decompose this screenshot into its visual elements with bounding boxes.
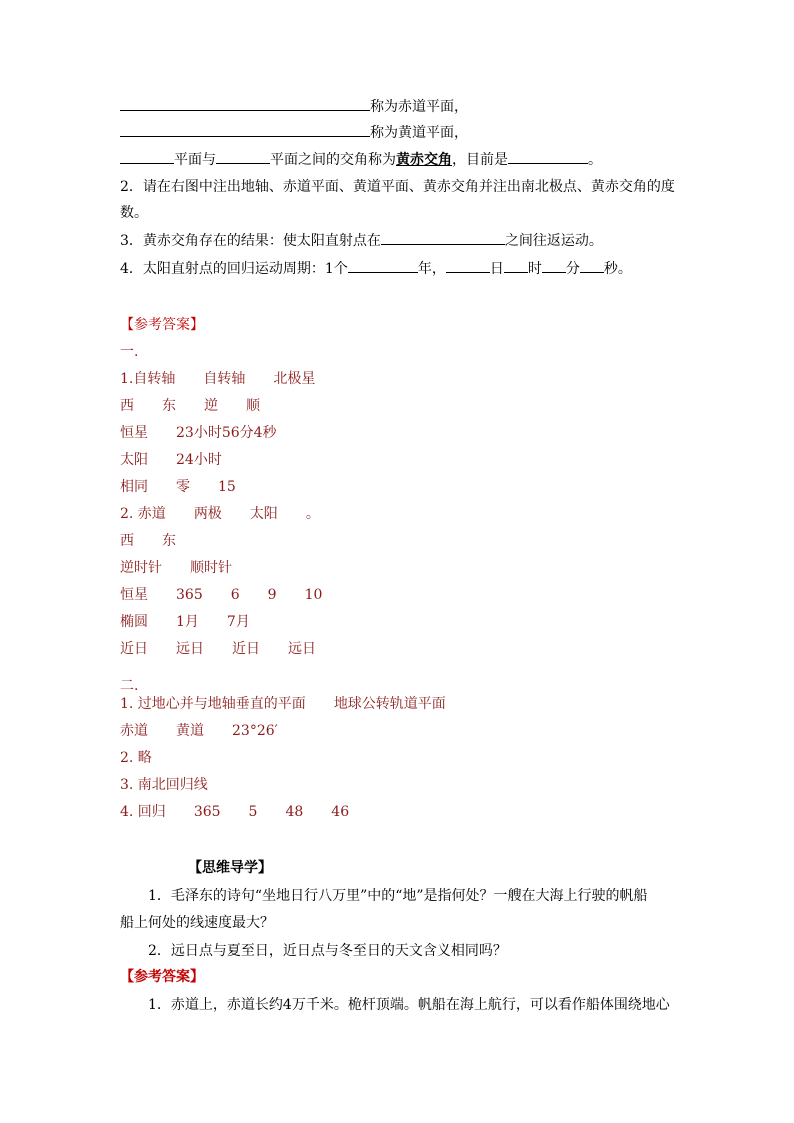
- blank-angle-value[interactable]: [508, 149, 588, 164]
- answer-cell: 顺: [246, 398, 260, 414]
- answer-cell: 东: [162, 533, 176, 549]
- q4-day: 日: [489, 261, 504, 277]
- q1a-line: [120, 96, 468, 117]
- answer-row: [120, 694, 446, 714]
- answer-row: [120, 396, 260, 416]
- q3-suffix: 之间往返运动。: [504, 233, 603, 249]
- thinking-header: 【思维导学】: [188, 860, 272, 876]
- q2-line1: 2．请在右图中注出地轴、赤道平面、黄道平面、黄赤交角并注出南北极点、黄赤交角的度: [120, 179, 675, 195]
- answer-cell: 地球公转轨道平面: [333, 696, 446, 712]
- answer-cell: 太阳: [249, 506, 278, 522]
- q4-second: 秒。: [603, 261, 632, 277]
- answer-cell: 远日: [176, 641, 204, 657]
- answer-cell: 赤道: [120, 723, 148, 739]
- q4-prefix: 4．太阳直射点的回归运动周期：1个: [120, 261, 348, 277]
- answer-cell: 椭圆: [120, 614, 148, 630]
- q4-line: [120, 258, 632, 279]
- thinking-answer-1: 1．赤道上，赤道长约4万千米。桅杆顶端。帆船在海上航行，可以看作船体围绕地心: [148, 997, 670, 1013]
- answers-header: 【参考答案】: [120, 317, 204, 333]
- answer-cell: 15: [218, 479, 236, 495]
- answer-cell: 东: [162, 398, 176, 414]
- blank-plane-1[interactable]: [120, 149, 174, 164]
- answer-row: [120, 369, 315, 389]
- answer-row: [120, 423, 277, 443]
- answer-cell: 5: [248, 804, 258, 820]
- answer-cell: 自转轴: [203, 371, 246, 387]
- answer-row: [120, 748, 152, 768]
- answer-cell: 6: [230, 587, 240, 603]
- answer-cell: 1月: [176, 614, 199, 630]
- answer-row: [120, 504, 320, 524]
- blank-subsolar-range[interactable]: [381, 230, 505, 245]
- answer-cell: 远日: [288, 641, 316, 657]
- blank-plane-2[interactable]: [216, 149, 270, 164]
- blank-hour[interactable]: [504, 258, 528, 273]
- blank-second[interactable]: [580, 258, 604, 273]
- answer-cell: 黄道: [176, 723, 204, 739]
- answer-row: [120, 721, 278, 741]
- q4-minute: 分: [565, 261, 580, 277]
- q3-prefix: 3．黄赤交角存在的结果：使太阳直射点在: [120, 233, 381, 249]
- answer-cell: 近日: [232, 641, 260, 657]
- answer-cell: 365: [193, 804, 221, 820]
- thinking-q1-line1: 1．毛泽东的诗句“坐地日行八万里”中的“地”是指何处？一艘在大海上行驶的帆船: [148, 888, 648, 904]
- answer-row: [120, 450, 222, 470]
- thinking-q2: 2．远日点与夏至日，近日点与冬至日的天文含义相同吗？: [148, 943, 507, 959]
- q1a-text: 称为赤道平面，: [370, 99, 468, 115]
- answer-cell: 北极星: [273, 371, 316, 387]
- answer-cell: 365: [176, 587, 203, 603]
- answer-cell: 4. 回归: [120, 804, 166, 820]
- answer-row: [120, 775, 208, 795]
- q1c-end: 。: [588, 152, 602, 168]
- answer-cell: 2. 赤道: [120, 506, 166, 522]
- q1c-part3: ，目前是: [452, 152, 508, 168]
- answer-cell: 零: [176, 479, 190, 495]
- answer-cell: 23小时56分4秒: [176, 425, 277, 441]
- blank-minute[interactable]: [542, 258, 566, 273]
- q3-line: [120, 230, 603, 251]
- q2-line2: 数。: [120, 205, 148, 221]
- answer-cell: 两极: [193, 506, 222, 522]
- answer-cell: 相同: [120, 479, 148, 495]
- thinking-q1-line2: 船上何处的线速度最大？: [120, 915, 274, 931]
- term-obliquity: 黄赤交角: [396, 152, 452, 168]
- blank-year[interactable]: [348, 258, 418, 273]
- thinking-answer-header: 【参考答案】: [120, 969, 204, 985]
- answer-row: [120, 639, 316, 659]
- answer-cell: 9: [267, 587, 277, 603]
- answer-cell: 3. 南北回归线: [120, 777, 208, 793]
- answer-row: [120, 612, 250, 632]
- blank-equator-plane[interactable]: [120, 96, 370, 111]
- q1c-part1: 平面与: [174, 152, 216, 168]
- answer-cell: 逆: [204, 398, 218, 414]
- answer-cell: 1.自转轴: [120, 371, 176, 387]
- answer-cell: 逆时针: [120, 560, 162, 576]
- answer-cell: 近日: [120, 641, 148, 657]
- q4-hour: 时: [527, 261, 542, 277]
- answer-cell: 46: [331, 804, 350, 820]
- blank-day[interactable]: [446, 258, 490, 273]
- answer-cell: 1. 过地心并与地轴垂直的平面: [120, 696, 306, 712]
- answer-row: [120, 558, 232, 578]
- q1c-part2: 平面之间的交角称为: [270, 152, 396, 168]
- answer-cell: 2. 略: [120, 750, 152, 766]
- answer-cell: 7月: [226, 614, 250, 630]
- answers-part2-label: 二.: [120, 678, 139, 694]
- answer-cell: 10: [304, 587, 323, 603]
- answer-row: [120, 585, 322, 605]
- answer-cell: 西: [120, 398, 134, 414]
- answer-row: [120, 477, 236, 497]
- answer-cell: 太阳: [120, 452, 148, 468]
- answer-cell: 西: [120, 533, 134, 549]
- answer-row: [120, 531, 176, 551]
- answer-cell: 23°26′: [232, 723, 278, 739]
- answer-cell: 恒星: [120, 425, 148, 441]
- blank-ecliptic-plane[interactable]: [120, 122, 370, 137]
- q1b-text: 称为黄道平面，: [370, 125, 468, 141]
- answer-cell: 48: [285, 804, 304, 820]
- q4-year: 年，: [417, 261, 446, 277]
- answer-cell: 。: [305, 506, 320, 522]
- answer-cell: 顺时针: [190, 560, 232, 576]
- answer-cell: 恒星: [120, 587, 148, 603]
- q1c-line: [120, 149, 602, 170]
- answer-cell: 24小时: [176, 452, 222, 468]
- answer-row: [120, 802, 349, 822]
- answers-part1-label: 一.: [120, 344, 139, 360]
- q1b-line: [120, 122, 468, 143]
